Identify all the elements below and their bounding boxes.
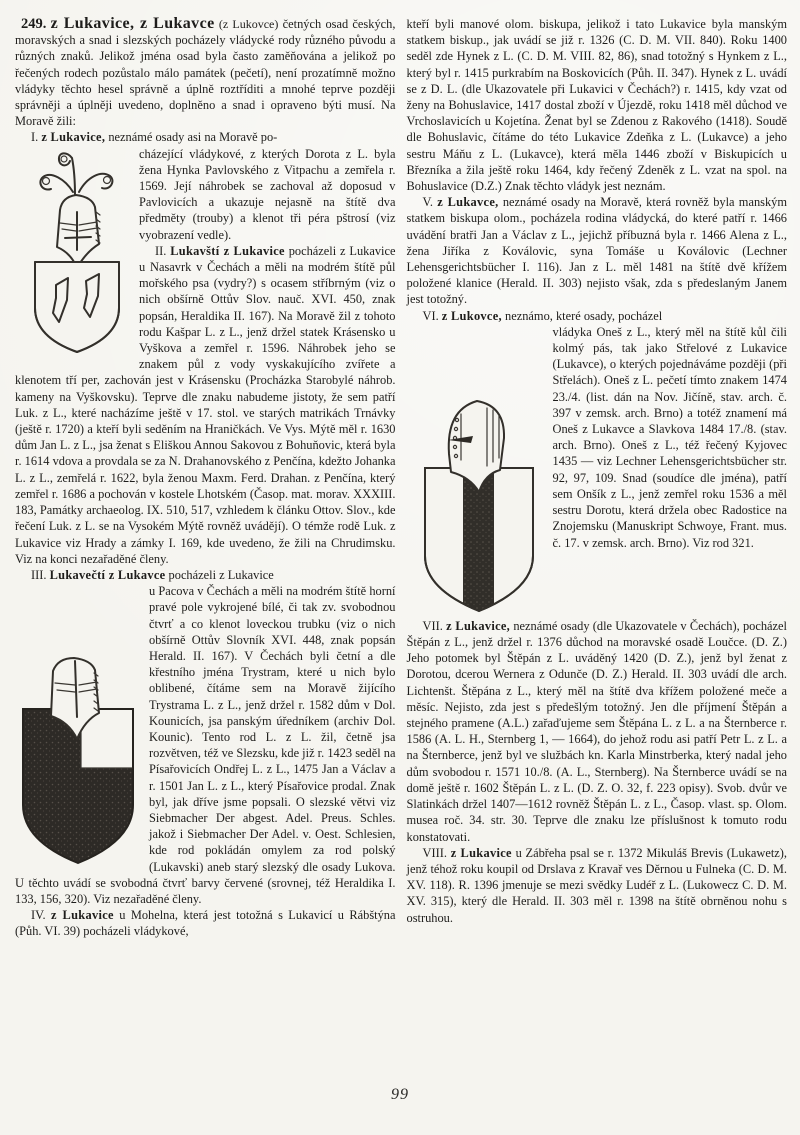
left-column bbox=[15, 16, 396, 940]
right-column bbox=[407, 16, 788, 940]
section-1-2-block bbox=[15, 146, 396, 567]
section-2-body: pocházeli z Lukavice u Nasavrk v Čechách a měli na modrém štítě půl mořského psa (vydry?) s ocasem stříbrným (viz o nich obšírně Ottův Slov. nauč. XVI. 450, znak popsán, Heraldika II. 167). Na Moravě žil z tohoto rodu Kašpar L. z L., jenž držel statek Krásensko u Vyškova a zemřel r. 1596. Náhrobek jeho se znakem půl z vody vyskakujícího zvířete a klenotem tří per, zachován jest v Krásensku (Procházka Starobylé náhrob. kameny na Vyškovsku). Teprve dle znaku nabudeme jistoty, že sem patří Luk. z L., které nacházíme ještě v 17. stol. ve starých matrikách Trnávky (ještě r. 1720) a kteří byli seděním na Hraničkách. Ve Vys. Mýtě měl r. 1630 dům Jan L. z L., jsa ženat s Eliškou Annou Sakovou z Bohuňovic, která byla r. 1614 vdova a provdala se za N. Drahanovského z Penčína, kdežto Johanka L. z L., zemřelá r. 1622, byla ženou Maxm. Ferd. Drahan. z Penčína, který zemřel r. 1686 a pochován v kostele Lhotském (Časop. mat. morav. XXXIII. 183, Památky archaeolog. IX. 510, 517, vzhledem k článku Ottov. Slov., kde řečení Luk. z L. se na Vysokém Mýtě rovněž uvádějí). O témže rodě Luk. z Lukavice viz Hrady a zámky I. 169, kde uvedeno, že žili na Chrudimsku. Viz na konci nezařaděné členy. bbox=[15, 243, 396, 566]
section-6-numeral: VI. bbox=[422, 308, 439, 323]
section-6-lead bbox=[407, 308, 788, 324]
continuation-paragraph: kteří byli manové olom. biskupa, jelikož i tato Lukavice byla manským statkem biskup., jak uvádí se již r. 1326 (C. D. M. VII. 840). Roku 1400 seděl zde Hynek z L. (C. D. M. VIII. 82, 86), snad totožný s Hynkem z L., který byl r. 1415 purkrabím na Boskovicích (Půh. II. 347). Hynek z L. uvádí se z D. L. (dle Ukazovatele při Lukavici v Čechách?) r. 1415, kdy vzat od ženy na Bohuslavice, 1417 dostal zboží v Újezdě, roku 1418 měl důchod ve Vrchoslavicích u Kojetína. Ženat byl se Zdenou z Rakového (1418). Soudě dle Bohuslavic, čítáme do této Lukavice Zdeňka z L. (Lukavce) a jeho sestru Máňu z L. (Lukavce), která měla 1446 zboží v Biskupicích u Březníka a žila ještě roku 1464, kdy řečený Zdeněk z L. vzat na spol. na Bohuslavice (D.Z.) Znak těchto vládyk jest neznám. bbox=[406, 17, 787, 194]
crest-horns-svg bbox=[29, 150, 125, 356]
section-1-body: cházející vládykové, z kterých Dorota z L. byla žena Hynka Pavlovského z Vitpachu a zemřela r. 1569. Její náhrobek se zachoval až doposud v Pavlovicích a ukazuje nejasně na štítě dva předměty (trouby) a klenot tři péra pštrosí (viz vyobrazení vedle). bbox=[139, 146, 396, 242]
intro-text: četných osad českých, moravských a snad i slezských pocházely vládycké rody různého původu a různých znaků. Jelikož jména osad byla často zaměňována a jelikož po řečených rodech pozůstalo málo památek (pečetí), není prozatímně možno vládyky těchto hesel správně a úplně roztříditi a mnohé teprve později správněji a úplněji uvedeno, doplněno a snad i opraveno býti musí. Na Moravě žili: bbox=[15, 17, 396, 129]
crest-quarter-illustration bbox=[21, 583, 135, 865]
section-3-numeral: III. bbox=[31, 567, 47, 582]
section-1-numeral: I. bbox=[31, 130, 39, 145]
section-5-numeral: V. bbox=[422, 195, 433, 210]
section-3-name: Lukavečtí z Lukavce bbox=[49, 567, 166, 582]
crest-quarter-svg bbox=[21, 657, 135, 865]
text-columns bbox=[15, 16, 787, 940]
section-3-body: u Pacova v Čechách a měli na modrém štítě horní pravé pole vykrojené bílé, či tak zv. svobodnou čtvrť a co klenot loveckou trubku (viz o nich obšírně Ottův Slovník XVI. 448, znak popsán Herald. II. 167). V Čechách byli četní a dle křestního jména Trystram, které u nich bylo oblibené, čítáme sem na Moravě žijícího Trystrama L. z L., jenž držel r. 1582 dům v Dol. Kounicích, jsa panským úředníkem (archiv Dol. Kounic). Tento rod L. z L. žil, četně jsa rozvětven, též ve Slezsku, kde již r. 1423 seděl na Písařovicích Ondřej L. z L., 1475 Jan a Václav a r. 1501 Jan L. z L., který Písařovice prodal. Znak byl, jak dříve jsme popsali. O slezské větvi viz Siebmacher Der abgest. Adel. Preus. Schles. jakož i Siebmacher Der Adel. v. Oest. Schlesien, kde rod pokládán omylem za rod polský (Lukavski) aneb starý slezský dle osady Lukova. U těchto uvádí se svobodná čtvrť barvy červené (srovnej, též Heraldika I. 133, 156, 320). Viz nezařaděné členy. bbox=[15, 584, 396, 906]
section-7-name: z Lukavice, bbox=[446, 618, 511, 633]
section-4-body: u Mohelna, která jest totožná s Lukavicí u Rábštýna (Půh. VI. 39) pocházeli vládykové, bbox=[15, 908, 396, 939]
section-6-name: z Lukovce, bbox=[441, 308, 502, 323]
section-2-numeral: II. bbox=[155, 243, 167, 258]
section-2-name: Lukavští z Lukavice bbox=[170, 243, 285, 258]
crest-horns-illustration bbox=[29, 148, 125, 356]
section-4 bbox=[15, 907, 396, 939]
section-1-name: z Lukavice, bbox=[41, 130, 106, 145]
section-6-body: vládyka Oneš z L., který měl na štítě kůl čili kolmý pás, tak jako Střelové z Lukavice (Lukavce), o kterých pojednáváme později (při Střelách). Oneš z L. pečetí tímto znakem 1474 23./4. (list. dán na Nov. Jičíně, stav. arch. č. 397 v zemsk. arch. Brno) a totéž znamení má Oneš z Lukavce a Slavkova 1484 17./8. (stav. arch. Brno). Oneš z L., též řečený Kyjovec 1435 — viz Lechner Lehensgerichtsbücher str. 92, 97, 109. Snad (soudíce dle jména), patří sem Onšík z L., jenž zemřel roku 1536 a měl sestru Dorotu, která držela obec Radostice na Znojemsku (Manuskript Schwoye, Frant. mus. č. 17. v zemsk. arch. Brno). Viz rod 321. bbox=[552, 324, 787, 550]
crest-pale-svg bbox=[421, 396, 537, 614]
section-8-body: u Zábřeha psal se r. 1372 Mikuláš Brevis (Lukawetz), jenž téhož roku koupil od Drslava z Kravař ves Děrnou u Fulneka (C. D. M. XV. 118). R. 1396 jmenuje se mezi svědky Ludéř z L. (Lukowecz C. D. M. XV. 315), který dle Herald. II. 303 měl r. 1398 na štítě obrněnou nohu s ostruhou. bbox=[406, 845, 788, 925]
intro-paragraph bbox=[15, 16, 396, 129]
section-3-block bbox=[15, 583, 396, 907]
section-1-lead bbox=[15, 129, 396, 145]
page-number: 99 bbox=[391, 1086, 409, 1103]
entry-title: z Lukavice, z Lukavce bbox=[50, 15, 215, 32]
section-8-name: z Lukavice bbox=[450, 845, 512, 860]
section-3-lead-text: pocházeli z Lukavice bbox=[168, 567, 274, 582]
section-5 bbox=[407, 194, 788, 307]
section-5-name: z Lukavce, bbox=[437, 195, 499, 210]
section-1-lead-text: neznámé osady asi na Moravě po- bbox=[108, 130, 278, 145]
crest-pale-illustration bbox=[421, 324, 537, 614]
section-6-lead-text: neznámo, které osady, pocházel bbox=[505, 308, 663, 323]
section-8 bbox=[407, 845, 788, 926]
section-4-name: z Lukavice bbox=[51, 908, 114, 923]
section-7-body: neznámé osady (dle Ukazovatele v Čechách), pocházel Štěpán z L., jenž držel r. 1376 důchod na moravské osadě Loučce. (D. Z.) Jeho potomek byl Štěpán z L. uváděný 1420 (D. Z.), jenž byl ženat z Dorotou, dcerou Wernera z Odunče (D. Z.) Herald. II. 303 uvádí dle arch. Lichtenšt. Štěpána z L., který měl na štítě dva křížem položené meče a měsíc. Nejisto, zda jest s předešlým totožný. Jen dle příjmení Štěpán a stejného pramene (A.L.) zařaďujeme sem Štěpána L. z L. a na Šternberce r. 1586 (A. L. H., Sternberg 1, — 1664), do jehož rodu asi patří Petr L. z L. a na Šternberce, jenž byl ve službách kn. Karla Minstrberka, který nadal jeho dům svobodou r. 1571 10./8. (A. L., Sternberg). Na Šternberce uvádí se na domě ještě r. 1602 Štěpán L. z L. (D. Z. O. 32, f. 223 opisy). Svob. dvůr ve Slatinkách držel 1407—1612 rovněž Štěpán L. z L., Časop. vlast. sp. Olom. musea roč. 34. str. 30. Teprve dle znaku lze příslušnost k tomuto rodu konstatovati. bbox=[406, 618, 787, 844]
section-3-lead bbox=[15, 567, 396, 583]
entry-title-variant: (z Lukovce) bbox=[218, 17, 279, 31]
entry-number: 249. bbox=[21, 16, 47, 32]
section-5-body: neznámé osady na Moravě, která rovněž byla manským statkem biskupa olom., pocházela rodina vládycká, do které patří r. 1466 uvádění bratři Jan a Václav z L., jejichž příbuzná byla r. 1466 Alena z L., žena Jiříka z Koválovic, syna Tomáše u Koválovic (Lechner Lehensgerichtsbücher I. 116). Jan z L. měl 1481 na štítě dvě křížem položené klanice (Herald. II. 303) nejisto však, zda s předeslaným Janem jest totožný. bbox=[406, 195, 787, 307]
section-6-block bbox=[407, 324, 788, 618]
section-7 bbox=[407, 618, 788, 845]
section-7-numeral: VII. bbox=[422, 618, 443, 633]
section-8-numeral: VIII. bbox=[422, 845, 447, 860]
section-4-numeral: IV. bbox=[31, 908, 46, 923]
